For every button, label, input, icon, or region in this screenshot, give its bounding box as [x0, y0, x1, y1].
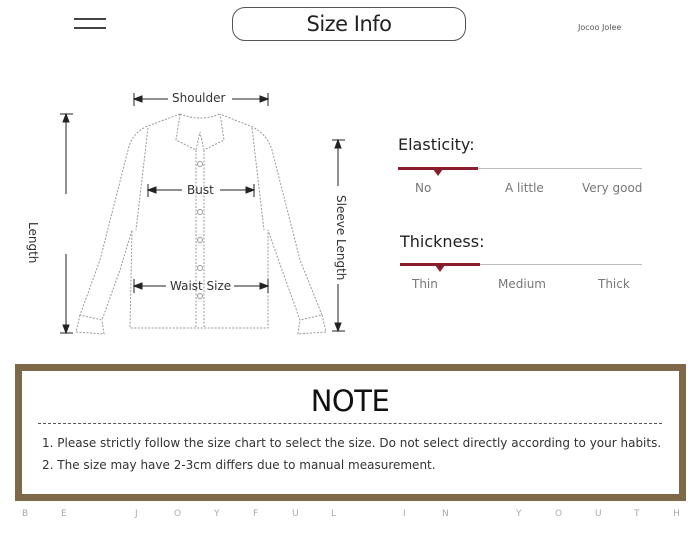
page-title [232, 7, 466, 41]
slogan-letter: N [442, 509, 449, 519]
note-divider [38, 423, 662, 424]
length-label: Length [26, 222, 40, 264]
brand-name: Jocoo Jolee [578, 23, 622, 32]
slogan-letter: O [555, 509, 563, 519]
slogan-letter: B [22, 509, 29, 519]
slogan-letter: O [174, 509, 182, 519]
slogan-letter: Y [214, 509, 220, 519]
slogan-letter: T [634, 509, 640, 519]
shirt-diagram [0, 80, 380, 340]
slogan-letter: J [135, 509, 138, 519]
elasticity-option: Very good [582, 181, 643, 195]
slogan-letter: Y [516, 509, 522, 519]
slogan-letter: U [595, 509, 602, 519]
shoulder-label: Shoulder [172, 91, 226, 105]
slogan-letter: U [292, 509, 299, 519]
bust-label: Bust [187, 183, 214, 197]
slogan-letter: I [403, 509, 406, 519]
page-title-text: Size Info [306, 12, 392, 36]
elasticity-marker-icon [433, 169, 443, 176]
elasticity-option: No [415, 181, 432, 195]
note-line-1: 1. Please strictly follow the size chart to select the size. Do not select directly according to your habits. [42, 436, 662, 450]
slogan-letter: F [253, 509, 259, 519]
thickness-marker-icon [435, 265, 445, 272]
sleeve-length-label: Sleeve Length [334, 195, 348, 281]
slogan-letter: H [673, 509, 680, 519]
slogan-letter: E [61, 509, 67, 519]
thickness-title: Thickness: [400, 232, 485, 251]
slogan-letter: L [331, 509, 337, 519]
note-line-2: 2. The size may have 2-3cm differs due to manual measurement. [42, 458, 436, 472]
note-title: NOTE [310, 384, 390, 418]
thickness-option: Thin [412, 277, 438, 291]
menu-icon[interactable] [74, 16, 106, 30]
thickness-option: Thick [598, 277, 630, 291]
waist-label: Waist Size [170, 279, 232, 293]
thickness-option: Medium [498, 277, 546, 291]
elasticity-title: Elasticity: [398, 135, 475, 154]
elasticity-option: A little [505, 181, 544, 195]
